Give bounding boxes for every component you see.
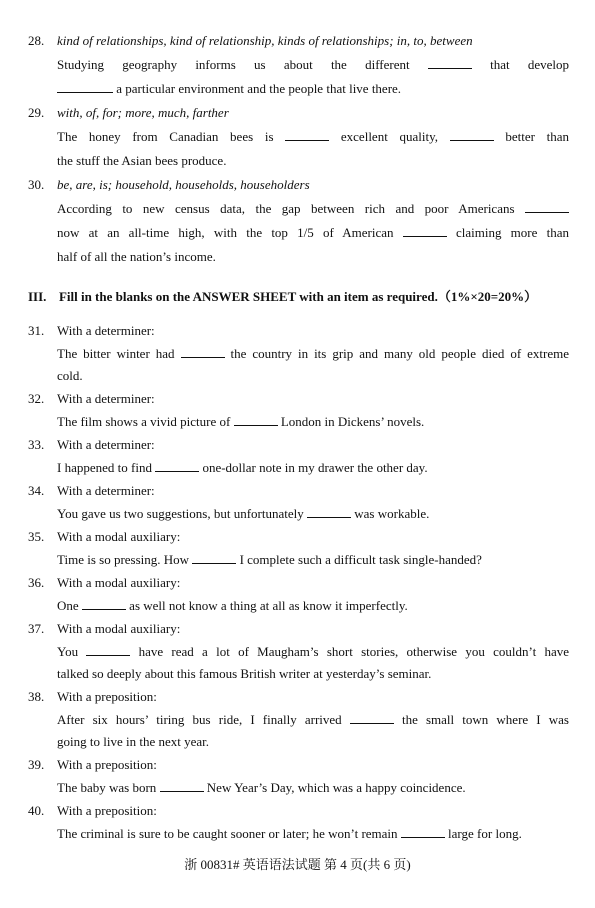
text-segment: talked so deeply about this famous British writer at yesterday’s seminar. bbox=[57, 666, 432, 681]
question-line bbox=[57, 152, 569, 170]
answer-blank bbox=[82, 597, 126, 610]
question-prompt: With a preposition: bbox=[57, 757, 157, 772]
text-segment: You bbox=[57, 644, 79, 659]
question-number: 30. bbox=[28, 177, 45, 192]
question-number: 38. bbox=[28, 689, 45, 704]
text-segment: New Year’s Day, which was a happy coincidence. bbox=[206, 780, 466, 795]
answer-blank bbox=[181, 345, 225, 358]
text-segment: The criminal is sure to be caught sooner or later; he won’t remain bbox=[57, 826, 398, 841]
text-segment: have read a lot of Maugham’s short stories, otherwise you couldn’t have bbox=[138, 644, 569, 659]
question-number: 39. bbox=[28, 757, 45, 772]
question-line bbox=[57, 505, 569, 523]
question-prompt: With a determiner: bbox=[57, 437, 155, 452]
text-segment: claiming more than bbox=[455, 225, 569, 240]
question-line bbox=[57, 224, 569, 242]
section-score: （1%×20=20%） bbox=[437, 289, 538, 304]
question-prompt: With a determiner: bbox=[57, 391, 155, 406]
question-line bbox=[57, 367, 569, 385]
answer-blank bbox=[192, 551, 236, 564]
question-line bbox=[57, 711, 569, 729]
question-prompt: With a modal auxiliary: bbox=[57, 575, 181, 590]
question-prompt: With a preposition: bbox=[57, 803, 157, 818]
text-segment: was workable. bbox=[354, 506, 430, 521]
question-line bbox=[57, 345, 569, 363]
text-segment: London in Dickens’ novels. bbox=[280, 414, 425, 429]
answer-blank bbox=[403, 224, 447, 237]
answer-blank bbox=[57, 80, 113, 93]
answer-blank bbox=[155, 459, 199, 472]
answer-blank bbox=[350, 711, 394, 724]
question-prompt: With a modal auxiliary: bbox=[57, 529, 181, 544]
question-number: 29. bbox=[28, 105, 45, 120]
text-segment: now at an all-time high, with the top 1/5 of American bbox=[57, 225, 394, 240]
text-segment: large for long. bbox=[448, 826, 522, 841]
question-number: 36. bbox=[28, 575, 45, 590]
question-line bbox=[57, 643, 569, 661]
question-line bbox=[57, 56, 569, 74]
text-segment: as well not know a thing at all as know it imperfectly. bbox=[129, 598, 408, 613]
text-segment: I complete such a difficult task single-handed? bbox=[239, 552, 482, 567]
text-segment: The film shows a vivid picture of bbox=[57, 414, 231, 429]
answer-blank bbox=[160, 779, 204, 792]
text-segment: The baby was born bbox=[57, 780, 157, 795]
question-number: 35. bbox=[28, 529, 45, 544]
text-segment: excellent quality, bbox=[340, 129, 438, 144]
text-segment: One bbox=[57, 598, 79, 613]
question-line bbox=[57, 248, 569, 266]
question-prompt: With a modal auxiliary: bbox=[57, 621, 181, 636]
question-line bbox=[57, 459, 569, 477]
question-line bbox=[57, 128, 569, 146]
answer-blank bbox=[234, 413, 278, 426]
text-segment: a particular environment and the people that live there. bbox=[116, 81, 402, 96]
text-segment: I happened to find bbox=[57, 460, 152, 475]
answer-blank bbox=[525, 200, 569, 213]
text-segment: that develop bbox=[490, 57, 569, 72]
question-options: with, of, for; more, much, farther bbox=[57, 105, 229, 120]
text-segment: Studying geography informs us about the different bbox=[57, 57, 410, 72]
question-number: 40. bbox=[28, 803, 45, 818]
question-prompt: With a determiner: bbox=[57, 323, 155, 338]
text-segment: better than bbox=[505, 129, 570, 144]
question-number: 37. bbox=[28, 621, 45, 636]
question-options: be, are, is; household, households, householders bbox=[57, 177, 310, 192]
answer-blank bbox=[285, 128, 329, 141]
answer-blank bbox=[428, 56, 472, 69]
answer-blank bbox=[401, 825, 445, 838]
question-prompt: With a preposition: bbox=[57, 689, 157, 704]
answer-blank bbox=[307, 505, 351, 518]
section-heading bbox=[28, 288, 573, 306]
question-number: 34. bbox=[28, 483, 45, 498]
question-options: kind of relationships, kind of relationship, kinds of relationships; in, to, between bbox=[57, 33, 473, 48]
section-title: Fill in the blanks on the ANSWER SHEET with an item as required. bbox=[58, 289, 438, 304]
answer-blank bbox=[86, 643, 130, 656]
text-segment: going to live in the next year. bbox=[57, 734, 209, 749]
text-segment: cold. bbox=[57, 368, 83, 383]
question-line bbox=[57, 597, 569, 615]
text-segment: You gave us two suggestions, but unfortunately bbox=[57, 506, 304, 521]
text-segment: one-dollar note in my drawer the other day. bbox=[202, 460, 428, 475]
text-segment: After six hours’ tiring bus ride, I finally arrived bbox=[57, 712, 342, 727]
page-footer: 浙 00831# 英语语法试题 第 4 页(共 6 页) bbox=[184, 857, 411, 872]
question-line bbox=[57, 413, 569, 431]
question-line bbox=[57, 665, 569, 683]
question-number: 31. bbox=[28, 323, 45, 338]
question-prompt: With a determiner: bbox=[57, 483, 155, 498]
question-line bbox=[57, 733, 569, 751]
text-segment: Time is so pressing. How bbox=[57, 552, 190, 567]
text-segment: the country in its grip and many old people died of extreme bbox=[230, 346, 569, 361]
question-line bbox=[57, 825, 569, 843]
question-number: 32. bbox=[28, 391, 45, 406]
text-segment: The bitter winter had bbox=[57, 346, 175, 361]
text-segment: According to new census data, the gap between rich and poor Americans bbox=[57, 201, 515, 216]
text-segment: the stuff the Asian bees produce. bbox=[57, 153, 227, 168]
question-line bbox=[57, 200, 569, 218]
question-line bbox=[57, 551, 569, 569]
question-line bbox=[57, 80, 569, 98]
text-segment: half of all the nation’s income. bbox=[57, 249, 216, 264]
answer-blank bbox=[450, 128, 494, 141]
question-line bbox=[57, 779, 569, 797]
question-number: 33. bbox=[28, 437, 45, 452]
text-segment: The honey from Canadian bees is bbox=[57, 129, 274, 144]
section-label: III. bbox=[28, 289, 47, 304]
text-segment: the small town where I was bbox=[401, 712, 569, 727]
question-number: 28. bbox=[28, 33, 45, 48]
